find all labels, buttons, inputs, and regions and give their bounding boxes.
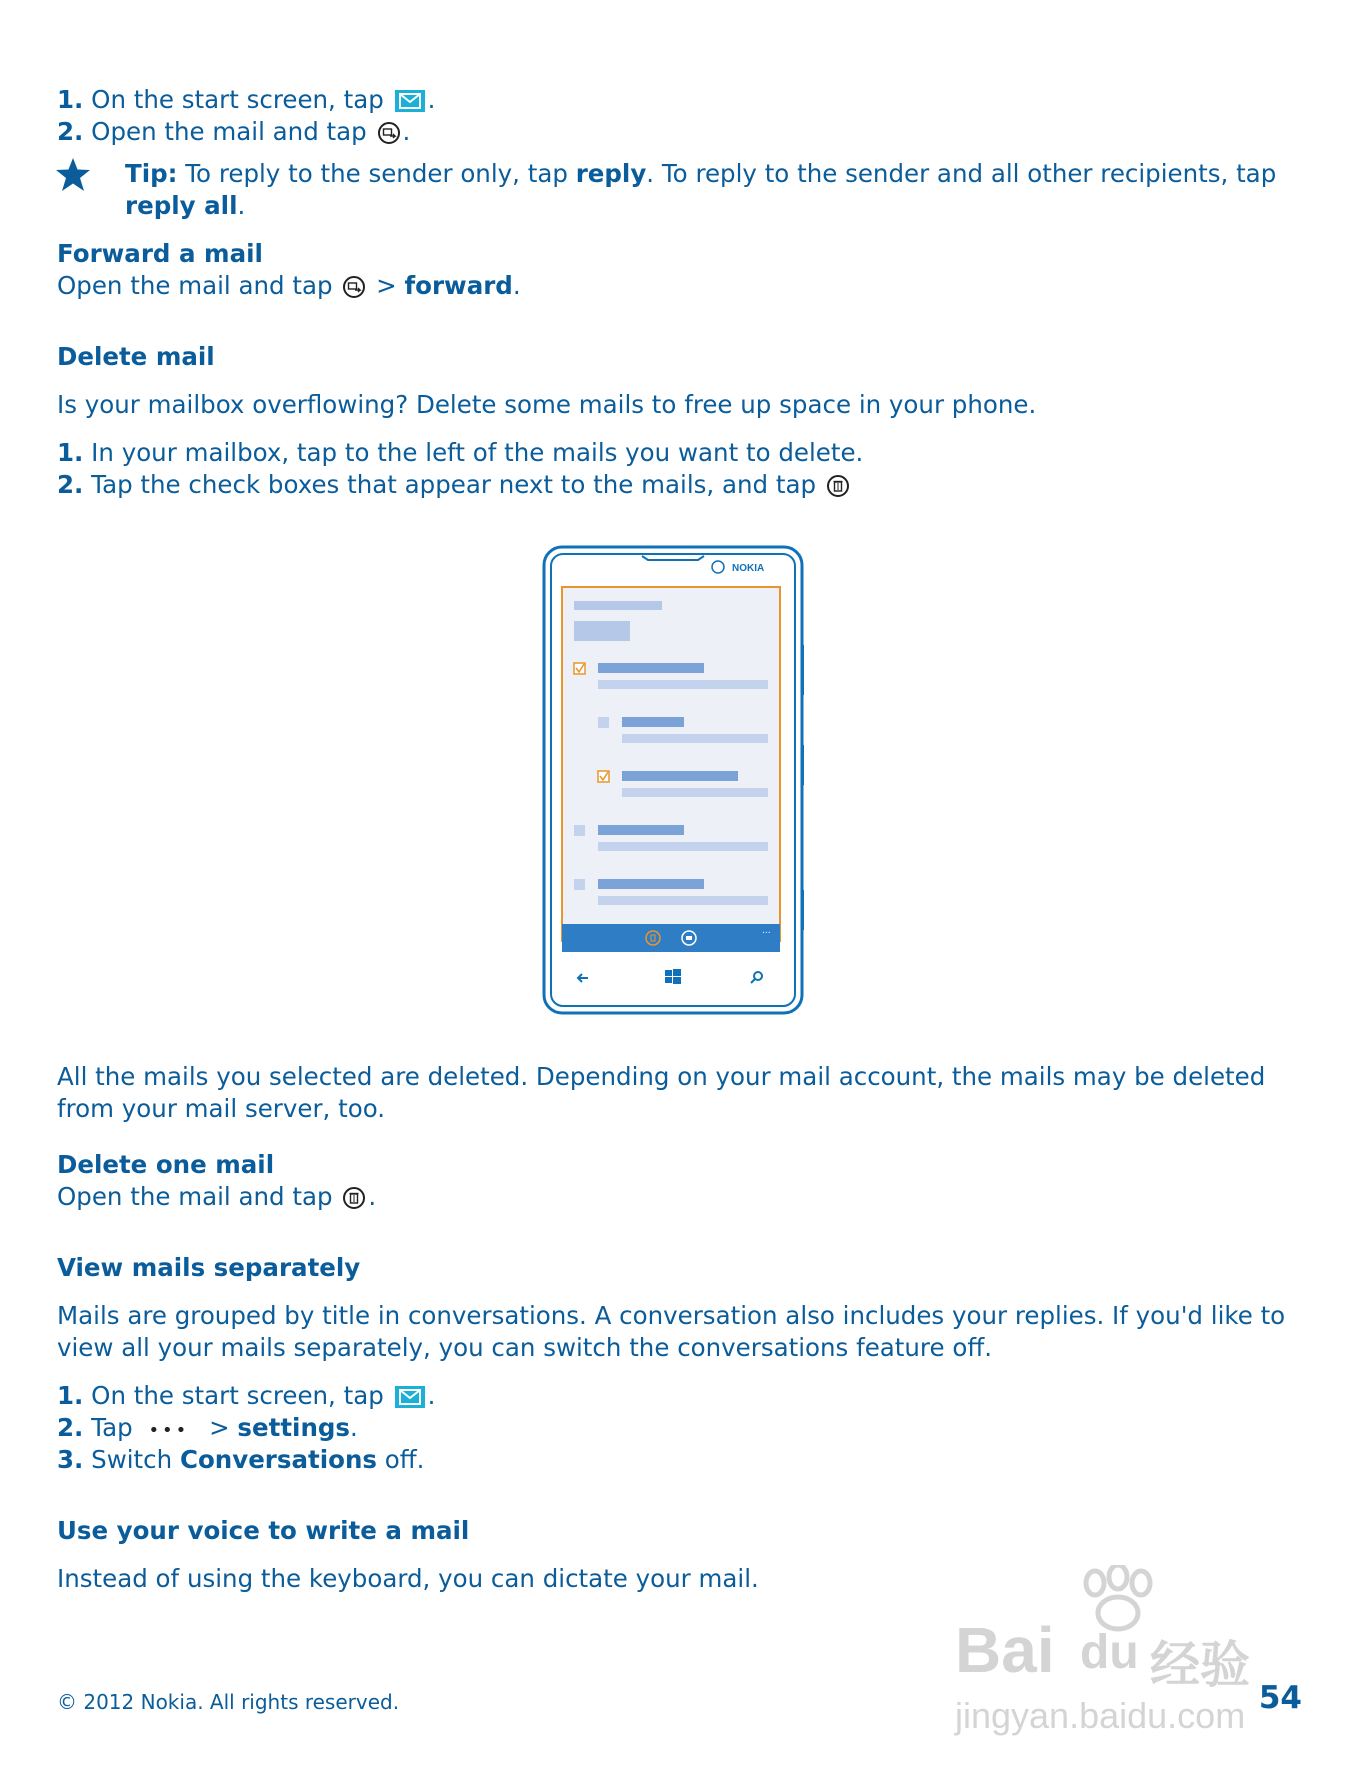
step-2: 2. Open the mail and tap . — [57, 117, 411, 146]
mail-subject — [598, 896, 768, 905]
page-number: 54 — [1258, 1680, 1302, 1716]
app-bar — [562, 924, 780, 952]
mail-sender — [622, 717, 684, 727]
watermark-url: jingyan.baidu.com — [955, 1695, 1246, 1736]
delete-icon — [342, 1186, 366, 1210]
view-step-2: 2. Tap ••• > settings. — [57, 1413, 358, 1442]
view-step-3: 3. Switch Conversations off. — [57, 1445, 425, 1474]
mail-sender — [598, 663, 704, 673]
forward-text: Open the mail and tap > forward. — [57, 271, 521, 300]
mail-subject — [622, 734, 768, 743]
mail-checkbox — [574, 879, 585, 890]
mail-icon — [394, 1385, 426, 1409]
step-1: 1. On the start screen, tap . — [57, 85, 436, 114]
watermark-brand: Bai — [955, 1614, 1055, 1686]
star-icon — [55, 157, 91, 193]
view-separately-line2: view all your mails separately, you can switch the conversations feature off. — [57, 1333, 992, 1362]
mail-sender — [622, 771, 738, 781]
view-step-1: 1. On the start screen, tap . — [57, 1381, 436, 1410]
mail-subject — [598, 842, 768, 851]
voice-heading: Use your voice to write a mail — [57, 1516, 470, 1545]
mail-icon — [394, 89, 426, 113]
brand-logo: NOKIA — [732, 563, 765, 574]
delete-icon — [826, 474, 850, 498]
delete-one-text: Open the mail and tap . — [57, 1182, 377, 1211]
mail-subject — [598, 680, 768, 689]
watermark-brand-du: du — [1080, 1626, 1139, 1679]
mail-checkbox — [598, 717, 609, 728]
deleted-note-line2: from your mail server, too. — [57, 1094, 386, 1123]
view-separately-line1: Mails are grouped by title in conversations. A conversation also includes your replies. If you'd like to — [57, 1301, 1286, 1330]
delete-step-2: 2. Tap the check boxes that appear next to the mails, and tap — [57, 469, 1300, 501]
screen-title — [574, 621, 630, 641]
screen-header — [574, 601, 662, 610]
delete-step-1: 1. In your mailbox, tap to the left of the mails you want to delete. — [57, 438, 864, 467]
delete-one-heading: Delete one mail — [57, 1150, 275, 1179]
delete-mail-intro: Is your mailbox overflowing? Delete some mails to free up space in your phone. — [57, 390, 1037, 419]
phone-illustration — [542, 545, 804, 1015]
respond-icon — [377, 121, 401, 145]
appbar-more-icon: ... — [762, 926, 771, 936]
respond-icon — [342, 275, 366, 299]
view-separately-heading: View mails separately — [57, 1253, 361, 1282]
voice-text: Instead of using the keyboard, you can dictate your mail. — [57, 1564, 759, 1593]
forward-heading: Forward a mail — [57, 239, 263, 268]
deleted-note-line1: All the mails you selected are deleted. Depending on your mail account, the mails may be deleted — [57, 1062, 1266, 1091]
more-icon: ••• — [148, 1420, 190, 1441]
copyright: © 2012 Nokia. All rights reserved. — [57, 1690, 400, 1714]
delete-mail-heading: Delete mail — [57, 342, 215, 371]
baidu-watermark — [955, 1565, 1275, 1745]
mail-sender — [598, 825, 684, 835]
mail-sender — [598, 879, 704, 889]
mail-subject — [622, 788, 768, 797]
tip-text: Tip: To reply to the sender only, tap reply. To reply to the sender and all other recipients, tap reply all. — [125, 159, 1277, 220]
mail-checkbox — [574, 825, 585, 836]
watermark-cn: 经验 — [1150, 1636, 1250, 1694]
